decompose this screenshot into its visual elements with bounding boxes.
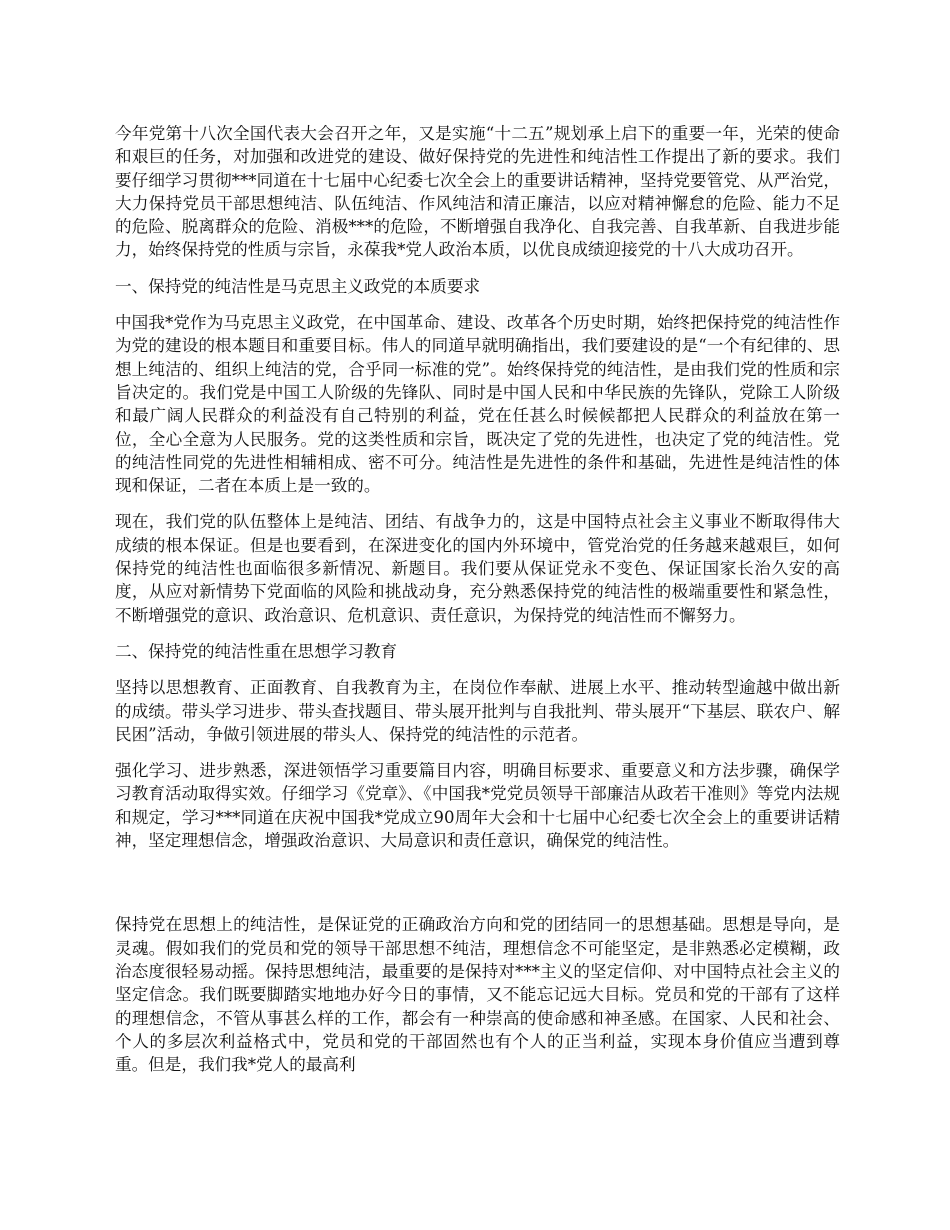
section-heading-2: 二、保持党的纯洁性重在思想学习教育: [115, 641, 398, 661]
blank-spacer: [115, 865, 840, 913]
intro-paragraph: 今年党第十八次全国代表大会召开之年，又是实施“十二五”规划承上启下的重要一年，光荣的使命和艰巨的任务，对加强和改进党的建设、做好保持党的先进性和纯洁性工作提出了新的要求。我们要仔细学习贯彻***同道在十七届中心纪委七次全会上的重要讲话精神，坚持党要管党、从严治党，大力保持党员干部思想纯洁、队伍纯洁、作风纯洁和清正廉洁，以应对精神懈怠的危险、能力不足的危险、脱离群众的危险、消极***的危险，不断增强自我净化、自我完善、自我革新、自我进步能力，始终保持党的性质与宗旨，永葆我*党人政治本质，以优良成绩迎接党的十八大成功召开。: [115, 124, 840, 260]
section2-paragraph-3: 保持党在思想上的纯洁性，是保证党的正确政治方向和党的团结同一的思想基础。思想是导向，是灵魂。假如我们的党员和党的领导干部思想不纯洁，理想信念不可能坚定，是非熟悉必定模糊，政治态度很轻易动摇。保持思想纯洁，最重要的是保持对***主义的坚定信仰、对中国特点社会主义的坚定信念。我们既要脚踏实地地办好今日的事情，又不能忘记远大目标。党员和党的干部有了这样的理想信念，不管从事甚么样的工作，都会有一种崇高的使命感和神圣感。在国家、人民和社会、个人的多层次利益格式中，党员和党的干部固然也有个人的正当利益，实现本身价值应当遭到尊重。但是，我们我*党人的最高利: [115, 915, 840, 1075]
document-body: [115, 122, 840, 1089]
section-heading-1: 一、保持党的纯洁性是马克思主义政党的本质要求: [115, 276, 481, 296]
section1-paragraph-1: 中国我*党作为马克思主义政党，在中国革命、建设、改革各个历史时期，始终把保持党的纯洁性作为党的建设的根本题目和重要目标。伟人的同道早就明确指出，我们要建设的是“一个有纪律的、思想上纯洁的、组织上纯洁的党，合乎同一标准的党”。始终保持党的纯洁性，是由我们党的性质和宗旨决定的。我们党是中国工人阶级的先锋队、同时是中国人民和中华民族的先锋队，党除工人阶级和最广阔人民群众的利益没有自己特别的利益，党在任甚么时候候都把人民群众的利益放在第一位，全心全意为人民服务。党的这类性质和宗旨，既决定了党的先进性，也决定了党的纯洁性。党的纯洁性同党的先进性相辅相成、密不可分。纯洁性是先进性的条件和基础，先进性是纯洁性的体现和保证，二者在本质上是一致的。: [115, 313, 840, 496]
section2-paragraph-1: 坚持以思想教育、正面教育、自我教育为主，在岗位作奉献、进展上水平、推动转型逾越中做出新的成绩。带头学习进步、带头查找题目、带头展开批判与自我批判、带头展开“下基层、联农户、解民困”活动，争做引领进展的带头人、保持党的纯洁性的示范者。: [115, 678, 840, 744]
section1-paragraph-2: 现在，我们党的队伍整体上是纯洁、团结、有战争力的，这是中国特点社会主义事业不断取得伟大成绩的根本保证。但是也要看到，在深进变化的国内外环境中，管党治党的任务越来越艰巨，如何保持党的纯洁性也面临很多新情况、新题目。我们要从保证党永不变色、保证国家长治久安的高度，从应对新情势下党面临的风险和挑战动身，充分熟悉保持党的纯洁性的极端重要性和紧急性，不断增强党的意识、政治意识、危机意识、责任意识，为保持党的纯洁性而不懈努力。: [115, 512, 840, 625]
section2-paragraph-2: 强化学习、进步熟悉，深进领悟学习重要篇目内容，明确目标要求、重要意义和方法步骤，确保学习教育活动取得实效。仔细学习《党章》、《中国我*党党员领导干部廉洁从政若干准则》等党内法规和规定，学习***同道在庆祝中国我*党成立90周年大会和十七届中心纪委七次全会上的重要讲话精神，坚定理想信念，增强政治意识、大局意识和责任意识，确保党的纯洁性。: [115, 761, 840, 851]
